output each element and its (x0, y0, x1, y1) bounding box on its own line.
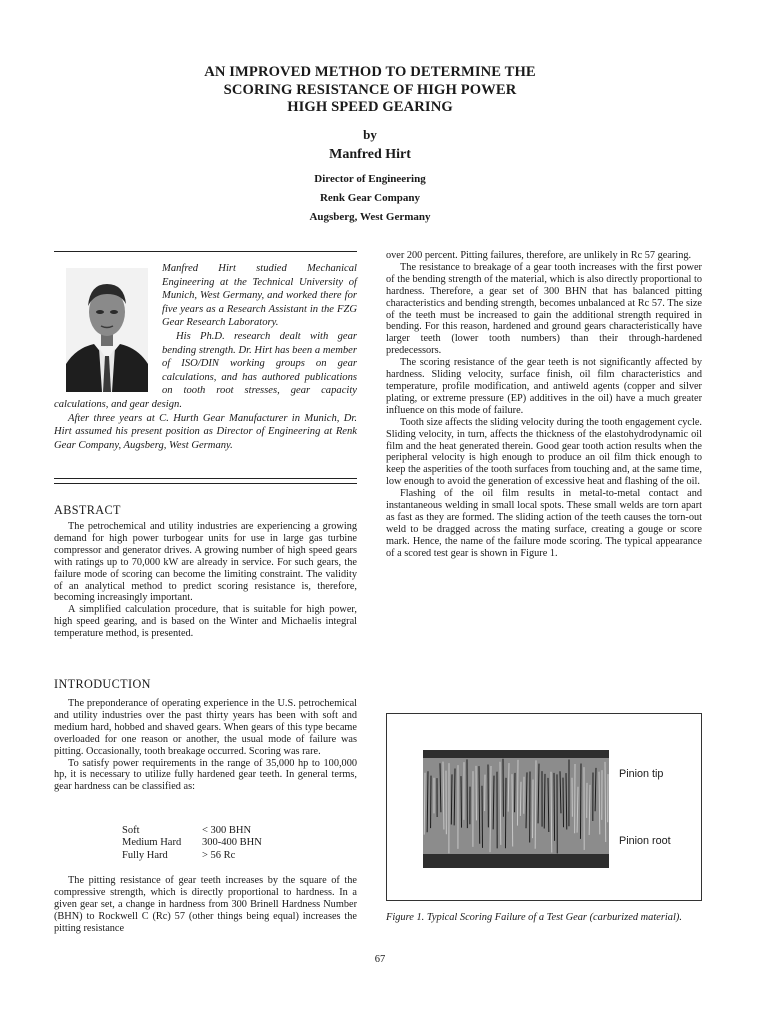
bio-top-rule (54, 251, 357, 252)
hardness-grade: Fully Hard (122, 849, 168, 861)
author-location: Augsberg, West Germany (309, 211, 431, 223)
author-bio (54, 262, 357, 452)
right-paragraph-4: Tooth size affects the sliding velocity during the tooth engagement cycle. Sliding velocity, in turn, affects the thickness of the elastohydrodynamic oil film and the heat generated therein. Good gear tooth action results when the peripheral velocity is high enough to produce an oil film thick enough to keep the asperities of the tooth surfaces from touching and, at the same time, low enough to avoid the generation of excessive heat and flashing of the oil. (386, 416, 702, 488)
right-paragraph-1: over 200 percent. Pitting failures, therefore, are unlikely in Rc 57 gearing. (386, 250, 692, 261)
hardness-value: < 300 BHN (202, 825, 252, 836)
author-position: Director of Engineering (314, 173, 426, 185)
introduction-paragraph-1: The preponderance of operating experience in the U.S. petrochemical and utility industries over the past thirty years has been with soft and medium hard, hobbed and shaved gears. When gears of this type became overloaded for one reason or another, the usual mode of failure was pitting. Occasionally, tooth breakage occurred. Scoring was rare. (54, 698, 357, 757)
title-line-1: AN IMPROVED METHOD TO DETERMINE THE (204, 64, 536, 80)
bio-paragraph-2: His Ph.D. research dealt with gear bending strength. Dr. Hirt has been a member of ISO/DIN working groups on gear calculations, and has authored publications on tooth root stresses, gear capacity calculations, and gear design. (54, 330, 357, 410)
right-column-body (386, 250, 702, 560)
hardness-grade: Medium Hard (122, 837, 182, 849)
hardness-row (122, 837, 262, 849)
bio-bottom-rule-2 (54, 483, 357, 484)
hardness-grade: Soft (122, 825, 140, 836)
author-portrait (66, 268, 148, 392)
author-name: Manfred Hirt (329, 147, 411, 162)
abstract-paragraph-2: A simplified calculation procedure, that is suitable for high power, high speed gearing, and is based on the Winter and Michaelis integral temperature method, is presented. (54, 604, 357, 640)
byline-by: by (363, 127, 377, 142)
title-line-3: HIGH SPEED GEARING (287, 99, 453, 115)
hardness-value: > 56 Rc (202, 849, 236, 861)
hardness-table (122, 825, 262, 862)
introduction-paragraph-3: The pitting resistance of gear teeth increases by the square of the compressive strength, which is directly proportional to hardness. In a given gear set, a change in hardness from 300 Brinell Hardness Number (BHN) to Rockwell C (Rc) 57 (other things being equal) increases the pitting resistance (54, 875, 357, 934)
right-paragraph-5: Flashing of the oil film results in metal-to-metal contact and instantaneous welding in small local spots. These small welds are torn apart as fast as they are formed. The sliding action of the teeth causes the torn-out weld to be dragged across the mating surface, creating a gouge or score mark. Hence, the name of the failure mode scoring. The typical appearance of a scored test gear is shown in Figure 1. (386, 488, 702, 559)
introduction-paragraph-2: To satisfy power requirements in the range of 35,000 hp to 100,000 hp, it is necessary to utilize fully hardened gear teeth. In general terms, gear hardness can be classified as: (54, 757, 357, 793)
figure-caption: Figure 1. Typical Scoring Failure of a Test Gear (carburized material). (386, 912, 682, 923)
abstract-body (54, 521, 357, 640)
label-pinion-tip: Pinion tip (619, 768, 664, 780)
hardness-value: 300-400 BHN (202, 837, 262, 849)
hardness-row (122, 825, 262, 837)
scored-gear-photo (423, 750, 609, 868)
abstract-heading: ABSTRACT (54, 503, 121, 517)
introduction-body (54, 698, 357, 793)
page-number: 67 (374, 954, 386, 965)
bio-paragraph-3: After three years at C. Hurth Gear Manufacturer in Munich, Dr. Hirt assumed his present position as Director of Engineering at Renk Gear Company, Augsberg, West Germany. (54, 412, 357, 451)
author-affiliation (250, 170, 490, 227)
label-pinion-root: Pinion root (619, 835, 671, 847)
hardness-row (122, 850, 262, 862)
author-company: Renk Gear Company (319, 192, 421, 204)
bio-paragraph-1: Manfred Hirt studied Mechanical Engineering at the Technical University of Munich, West Germany, and worked there for five years as a Research Assistant in the FZG Gear Research Laboratory. (162, 263, 357, 329)
paper-title (150, 64, 590, 117)
abstract-paragraph-1: The petrochemical and utility industries are experiencing a growing demand for high power turbogear units for use in large gas turbine compressor and generator drives. A growing number of high speed gears with ratings up to 70,000 kW are already in service. For such gears, the failure mode of scoring can become the limiting constraint. The validity of an analytical method to predict scoring resistance is, therefore, becoming increasingly important. (54, 521, 357, 604)
title-line-2: SCORING RESISTANCE OF HIGH POWER (223, 81, 517, 98)
figure-1 (386, 713, 702, 901)
introduction-heading: INTRODUCTION (54, 677, 151, 691)
introduction-body-continued (54, 875, 357, 935)
right-paragraph-3: The scoring resistance of the gear teeth is not significantly affected by hardness. Sliding velocity, surface finish, oil film characteristics and temperature, profile modification, and antiweld agents (copper and silver plating, or extreme pressure (EP) additives in the oil) have a much greater influence on this mode of failure. (386, 357, 702, 416)
right-paragraph-2: The resistance to breakage of a gear tooth increases with the first power of the bending strength of the material, which is also directly proportional to hardness. Therefore, a gear set of 300 BHN that has balanced pitting characteristics and bending strength, becomes unbalanced at Rc 57. The size of the teeth must be increased to gain the additional strength required in bending. For this reason, hardened and ground gears characteristically have larger teeth (lower tooth numbers) than their through-hardened predecessors. (386, 261, 702, 357)
bio-bottom-rule (54, 478, 357, 479)
